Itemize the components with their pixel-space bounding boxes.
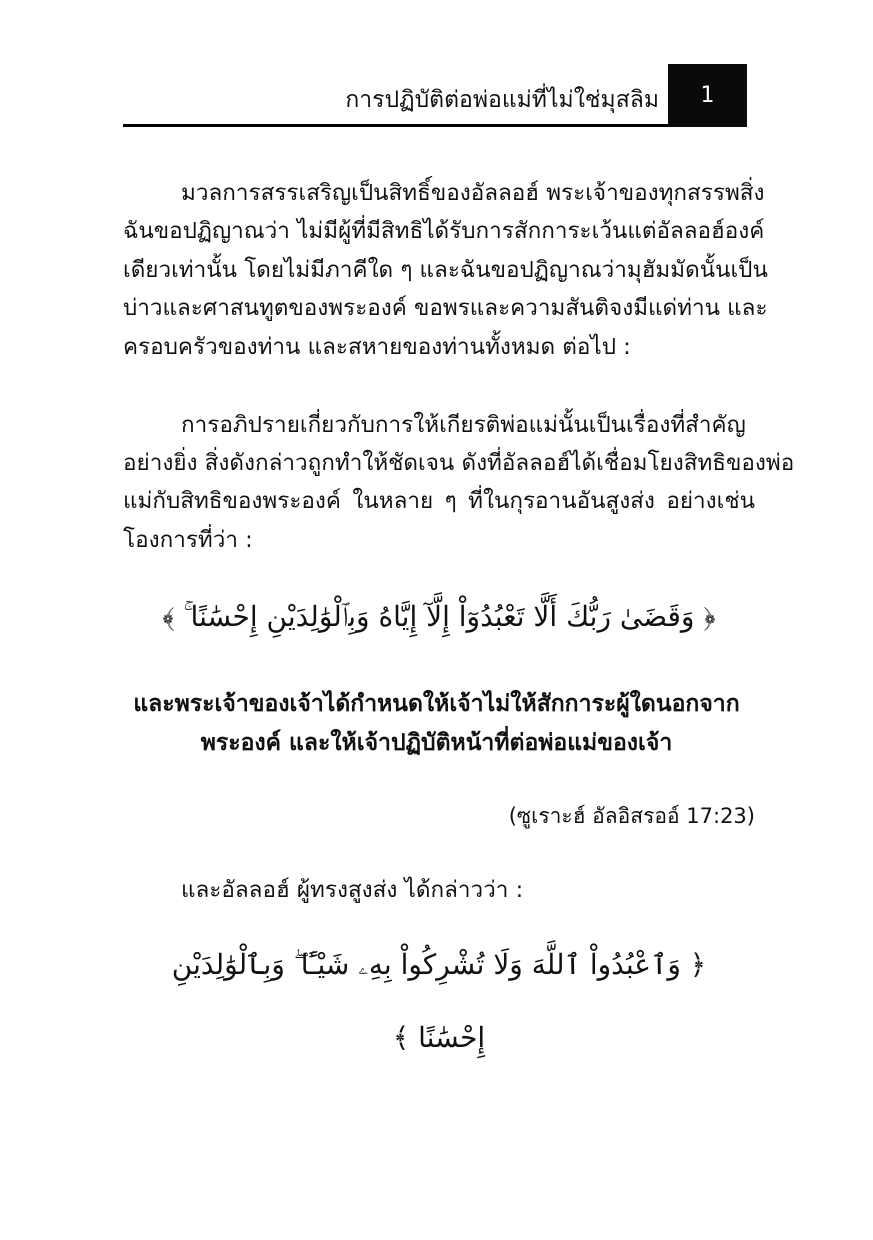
translation-line: และพระเจ้าของเจ้าได้กำหนดให้เจ้าไม่ให้สักการะผู้ใดนอกจาก bbox=[133, 691, 740, 717]
page-number: 1 bbox=[700, 83, 715, 108]
paragraph1-line: ฉันขอปฏิญาณว่า ไม่มีผู้ที่มีสิทธิได้รับการสักการะเว้นแต่อัลลอฮ์องค์ bbox=[123, 218, 765, 244]
header-rule bbox=[123, 124, 668, 127]
translation-line: พระองค์ และให้เจ้าปฏิบัติหน้าที่ต่อพ่อแม่ของเจ้า bbox=[200, 730, 673, 756]
citation: (ซูเราะฮ์ อัลอิสรออ์ 17:23) bbox=[508, 804, 755, 828]
paragraph2-line: อย่างยิ่ง สิ่งดังกล่าวถูกทำให้ชัดเจน ดังที่อัลลอฮ์ได้เชื่อมโยงสิทธิของพ่อ bbox=[123, 450, 795, 476]
quran-verse-2-line: إِحْسَٰنًا ﴾ bbox=[392, 1021, 486, 1054]
running-header-title: การปฏิบัติต่อพ่อแม่ที่ไม่ใช่มุสลิม bbox=[345, 87, 659, 113]
paragraph2-line: การอภิปรายเกี่ยวกับการให้เกียรติพ่อแม่นั้นเป็นเรื่องที่สำคัญ bbox=[181, 412, 746, 438]
paragraph1-line: เดียวเท่านั้น โดยไม่มีภาคีใด ๆ และฉันขอปฏิญาณว่ามุฮัมมัดนั้นเป็น bbox=[123, 257, 768, 283]
quran-verse-2-line: ﴿ وَٱعْبُدُواْ ٱللَّهَ وَلَا تُشْرِكُواْ بِهِۦ شَيْـًٔا ۖ وَبِٱلْوَٰلِدَيْنِ bbox=[171, 948, 707, 981]
paragraph2-line: โองการที่ว่า : bbox=[123, 527, 253, 553]
paragraph1-line: มวลการสรรเสริญเป็นสิทธิ์ของอัลลอฮ์ พระเจ้าของทุกสรรพสิ่ง bbox=[181, 180, 765, 206]
quran-verse-1: ﴿ وَقَضَىٰ رَبُّكَ أَلَّا تَعْبُدُوٓاْ إِلَّآ إِيَّاهُ وَبِٱلْوَٰلِدَيْنِ إِحْسَٰنًا ۚ ﴾ bbox=[162, 600, 716, 633]
paragraph2-line: แม่กับสิทธิของพระองค์ ในหลาย ๆ ที่ในกุรอานอันสูงส่ง อย่างเช่น bbox=[123, 488, 755, 514]
paragraph3: และอัลลอฮ์ ผู้ทรงสูงส่ง ได้กล่าวว่า : bbox=[181, 877, 524, 903]
page-number-box bbox=[668, 64, 747, 127]
paragraph1-line: ครอบครัวของท่าน และสหายของท่านทั้งหมด ต่อไป : bbox=[123, 334, 631, 360]
paragraph1-line: บ่าวและศาสนทูตของพระองค์ ขอพรและความสันติจงมีแด่ท่าน และ bbox=[123, 295, 768, 321]
